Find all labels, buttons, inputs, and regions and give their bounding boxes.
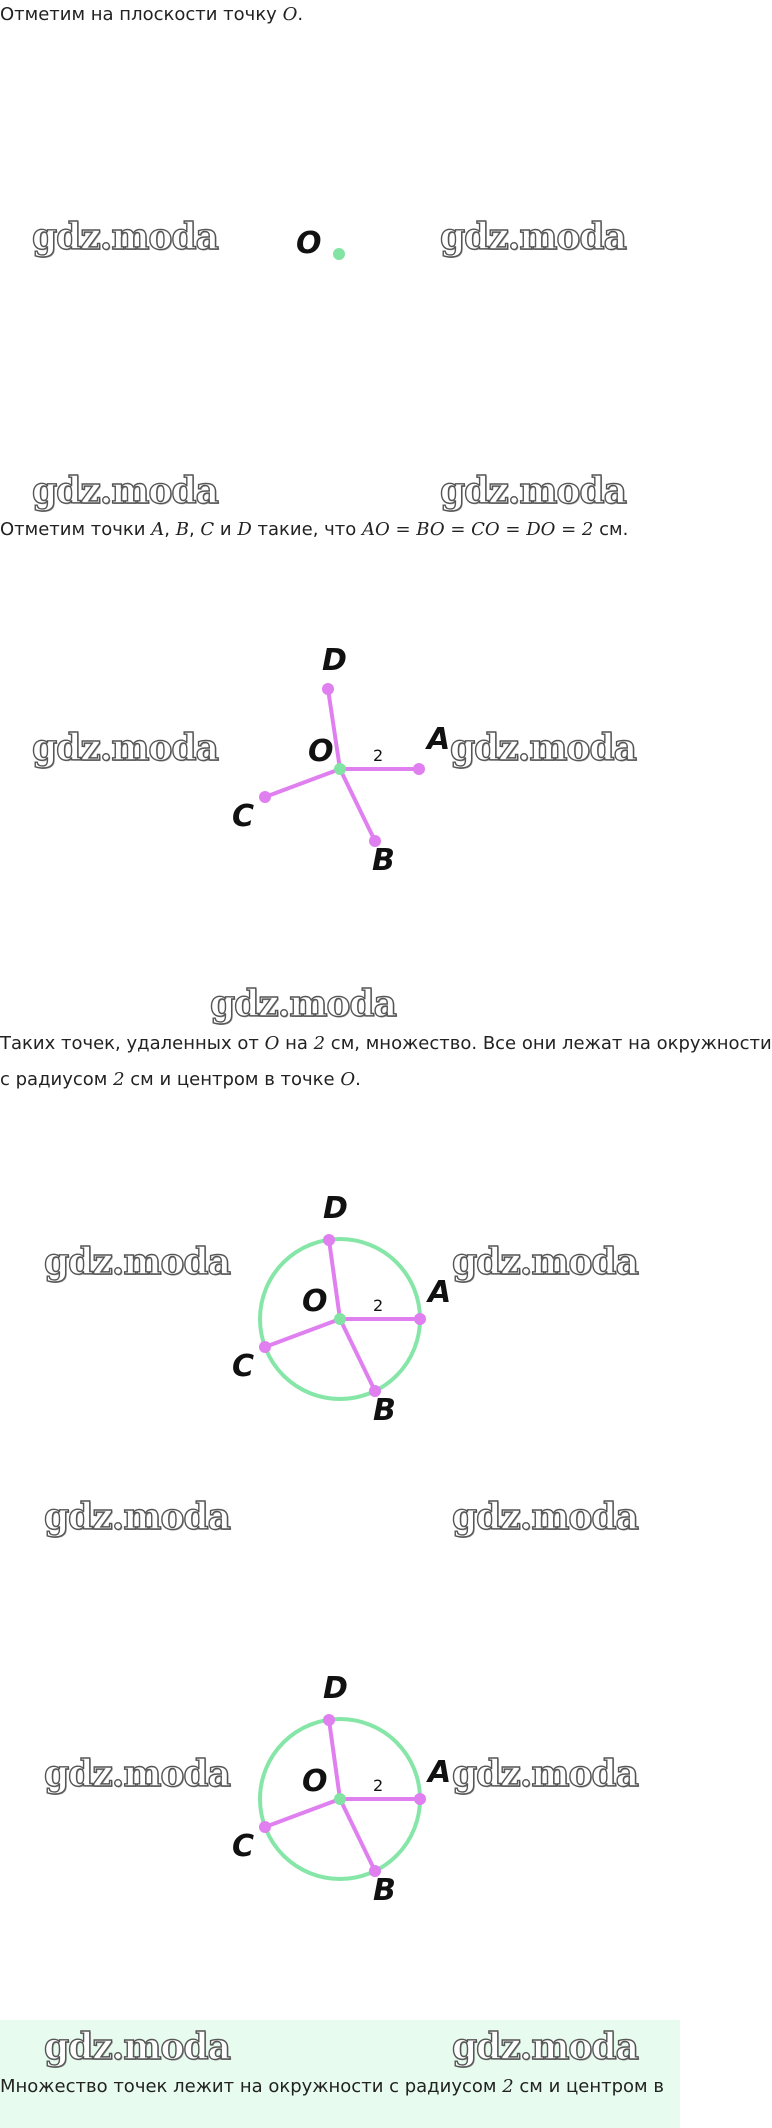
watermark: gdz.moda: [452, 1241, 638, 1283]
point-o-math: O: [282, 4, 298, 25]
label-o: O: [302, 1764, 328, 1799]
point-c: [259, 1821, 271, 1833]
label-c: C: [232, 799, 255, 834]
watermark: gdz.moda: [44, 1496, 230, 1538]
label-d: D: [323, 1191, 348, 1226]
segment-length-label: 2: [373, 1296, 384, 1315]
step2-text: [0, 517, 628, 543]
step1-text-period: .: [297, 4, 304, 25]
point-o: [334, 1793, 346, 1805]
point-a: [413, 763, 425, 775]
point-o-math: O: [340, 1069, 356, 1090]
comma: ,: [164, 519, 170, 540]
point-o: [334, 1313, 346, 1325]
watermark: gdz.moda: [32, 470, 218, 512]
step1-text: [0, 2, 303, 28]
label-o: O: [302, 1284, 328, 1319]
watermark: gdz.moda: [32, 727, 218, 769]
point-b-math: B: [175, 519, 189, 540]
conclusion-text: [0, 2074, 664, 2100]
point-c-math: C: [200, 519, 215, 540]
point-a: [414, 1793, 426, 1805]
point-a: [414, 1313, 426, 1325]
segment-od: [329, 1240, 340, 1319]
watermark: gdz.moda: [32, 216, 218, 258]
step2-text-part1: Отметим точки: [0, 519, 146, 540]
point-d: [323, 1234, 335, 1246]
label-d: D: [323, 1671, 348, 1706]
point-c: [259, 791, 271, 803]
step3-text-part: на: [285, 1033, 308, 1054]
conjunction: и: [219, 519, 232, 540]
point-a-math: A: [151, 519, 165, 540]
watermark: gdz.moda: [44, 1753, 230, 1795]
label-a: A: [428, 1275, 452, 1310]
step3-text-part: см, множество. Все они лежат на окружности: [330, 1033, 772, 1054]
segment-ob: [340, 1799, 375, 1871]
point-o-math: O: [264, 1033, 280, 1054]
segment-oc: [265, 1799, 340, 1827]
step3-text-line1: [0, 1031, 772, 1057]
watermark: gdz.moda: [440, 216, 626, 258]
equality-formula: AO = BO = CO = DO = 2: [362, 519, 594, 540]
watermark: gdz.moda: [450, 727, 636, 769]
watermark: gdz.moda: [44, 1241, 230, 1283]
watermark: gdz.moda: [44, 2026, 230, 2068]
watermark: gdz.moda: [452, 1496, 638, 1538]
step3-text-part: Таких точек, удаленных от: [0, 1033, 259, 1054]
unit-label: см.: [599, 519, 629, 540]
radius-value: 2: [113, 1069, 125, 1090]
step3-text-part: с радиусом: [0, 1069, 108, 1090]
radius-value: 2: [502, 2076, 514, 2097]
point-d: [323, 1714, 335, 1726]
label-d: D: [322, 643, 347, 678]
step3-text-part: см и центром в точке: [130, 1069, 335, 1090]
watermark: gdz.moda: [452, 1753, 638, 1795]
step3-text-line2: [0, 1067, 361, 1093]
watermark: gdz.moda: [210, 983, 396, 1025]
step1-text-part1: Отметим на плоскости точку: [0, 4, 277, 25]
label-a: A: [428, 1755, 452, 1790]
point-o-diagram: [280, 220, 360, 270]
point-d-math: D: [237, 519, 252, 540]
watermark: gdz.moda: [440, 470, 626, 512]
conclusion-text-part: Множество точек лежит на окружности с радиусом: [0, 2076, 497, 2097]
segment-oc: [265, 1319, 340, 1347]
label-b: B: [372, 843, 395, 878]
label-b: B: [373, 1873, 396, 1908]
step2-text-part2: такие, что: [257, 519, 357, 540]
segment-length-label: 2: [373, 746, 384, 765]
watermark: gdz.moda: [452, 2026, 638, 2068]
circle-diagram: [220, 1180, 460, 1440]
point-d: [322, 683, 334, 695]
comma: ,: [188, 519, 195, 540]
segment-ob: [340, 1319, 375, 1391]
circle-diagram-repeat: [220, 1660, 460, 1920]
label-o: O: [296, 226, 322, 261]
conclusion-text-part: см и центром в: [519, 2076, 664, 2097]
segments-diagram: [220, 630, 460, 890]
label-c: C: [232, 1349, 255, 1384]
point-o: [334, 763, 346, 775]
label-o: O: [308, 734, 334, 769]
label-a: A: [427, 722, 451, 757]
segment-oc: [265, 769, 340, 797]
period: .: [355, 1069, 361, 1090]
point-o: [333, 248, 345, 260]
label-c: C: [232, 1829, 255, 1864]
radius-value: 2: [313, 1033, 326, 1054]
label-b: B: [373, 1393, 396, 1428]
segment-length-label: 2: [373, 1776, 384, 1795]
segment-od: [329, 1720, 340, 1799]
segment-ob: [340, 769, 375, 841]
point-c: [259, 1341, 271, 1353]
